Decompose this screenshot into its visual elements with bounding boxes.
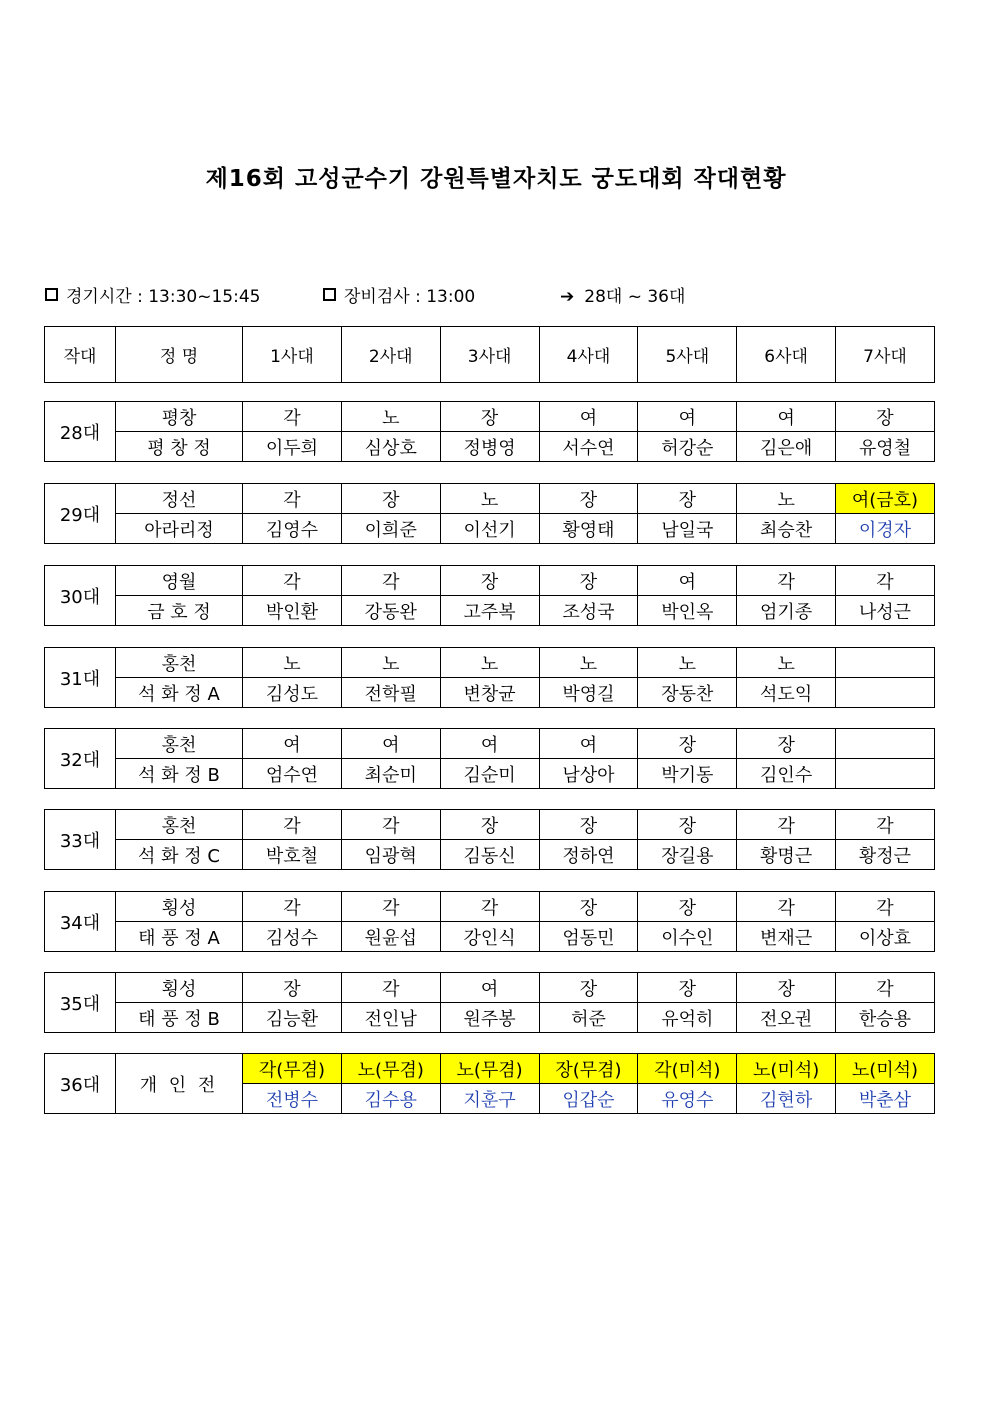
team-table — [44, 728, 935, 789]
player-cell: 최순미 — [341, 759, 440, 789]
grade-cell: 노 — [341, 402, 440, 432]
grade-cell: 각 — [243, 484, 342, 514]
team-region: 홍천 — [116, 729, 243, 759]
grade-cell: 장 — [440, 810, 539, 840]
grade-row — [45, 892, 935, 922]
header-cell: 3사대 — [440, 327, 539, 383]
player-cell: 박인환 — [243, 596, 342, 626]
grade-row — [45, 729, 935, 759]
player-row — [45, 759, 935, 789]
player-cell: 나성근 — [836, 596, 935, 626]
header-cell: 정 명 — [116, 327, 243, 383]
player-cell: 이선기 — [440, 514, 539, 544]
grade-cell: 장 — [737, 973, 836, 1003]
grade-cell: 각 — [243, 566, 342, 596]
player-cell: 황명근 — [737, 840, 836, 870]
player-row — [45, 432, 935, 462]
player-row — [45, 514, 935, 544]
team-name: 개 인 전 — [116, 1054, 243, 1114]
grade-cell: 장 — [539, 810, 638, 840]
team-number: 31대 — [45, 648, 116, 708]
team-table — [44, 972, 935, 1033]
grade-cell — [836, 729, 935, 759]
grade-cell: 각 — [737, 892, 836, 922]
header-cell: 4사대 — [539, 327, 638, 383]
team-table — [44, 565, 935, 626]
header-cell: 6사대 — [737, 327, 836, 383]
grade-cell: 장 — [440, 402, 539, 432]
header-cell: 1사대 — [243, 327, 342, 383]
player-cell: 이경자 — [836, 514, 935, 544]
player-cell: 김수용 — [341, 1084, 440, 1114]
player-cell: 고주복 — [440, 596, 539, 626]
grade-cell: 노 — [440, 648, 539, 678]
player-cell: 임광혁 — [341, 840, 440, 870]
team-name: 석 화 정 C — [116, 840, 243, 870]
team-table — [44, 809, 935, 870]
header-row — [45, 327, 935, 383]
player-cell: 김능환 — [243, 1003, 342, 1033]
grade-cell: 노 — [539, 648, 638, 678]
player-cell: 전오권 — [737, 1003, 836, 1033]
team-name: 석 화 정 A — [116, 678, 243, 708]
player-cell: 변창균 — [440, 678, 539, 708]
grade-cell: 노(미석) — [737, 1054, 836, 1084]
grade-cell: 각(무겸) — [243, 1054, 342, 1084]
player-cell: 전인남 — [341, 1003, 440, 1033]
player-cell: 박춘삼 — [836, 1084, 935, 1114]
team-number: 33대 — [45, 810, 116, 870]
grade-cell: 장 — [638, 973, 737, 1003]
grade-cell: 여(금호) — [836, 484, 935, 514]
grade-cell: 장 — [638, 729, 737, 759]
team-number: 28대 — [45, 402, 116, 462]
header-cell: 작대 — [45, 327, 116, 383]
grade-cell: 각 — [836, 566, 935, 596]
player-cell: 심상호 — [341, 432, 440, 462]
team-region: 홍천 — [116, 648, 243, 678]
grade-cell: 각 — [341, 892, 440, 922]
grade-cell: 여 — [737, 402, 836, 432]
grade-cell: 여 — [638, 402, 737, 432]
team-name: 태 풍 정 A — [116, 922, 243, 952]
team-name: 아라리정 — [116, 514, 243, 544]
grade-cell: 각 — [341, 810, 440, 840]
grade-cell: 여 — [341, 729, 440, 759]
player-cell: 이상효 — [836, 922, 935, 952]
player-cell: 유영철 — [836, 432, 935, 462]
grade-cell: 여 — [243, 729, 342, 759]
player-cell: 허준 — [539, 1003, 638, 1033]
player-cell: 박기동 — [638, 759, 737, 789]
team-name: 금 호 정 — [116, 596, 243, 626]
player-cell: 원주봉 — [440, 1003, 539, 1033]
grade-cell: 노 — [341, 648, 440, 678]
grade-cell: 각 — [243, 892, 342, 922]
team-number: 35대 — [45, 973, 116, 1033]
time-info: 경기시간 : 13:30~15:45 — [45, 282, 260, 307]
grade-cell: 노 — [737, 484, 836, 514]
player-cell: 유영수 — [638, 1084, 737, 1114]
player-cell: 황영태 — [539, 514, 638, 544]
player-cell: 김현하 — [737, 1084, 836, 1114]
player-cell: 임갑순 — [539, 1084, 638, 1114]
grade-cell: 여 — [539, 402, 638, 432]
player-cell: 김은애 — [737, 432, 836, 462]
grade-row — [45, 484, 935, 514]
grade-row — [45, 810, 935, 840]
grade-cell: 노(미석) — [836, 1054, 935, 1084]
check-info: 장비검사 : 13:00 — [323, 282, 475, 307]
grade-cell: 장 — [539, 484, 638, 514]
player-row — [45, 596, 935, 626]
grade-row — [45, 566, 935, 596]
player-cell: 전병수 — [243, 1084, 342, 1114]
grade-cell: 노 — [638, 648, 737, 678]
grade-cell: 여 — [539, 729, 638, 759]
grade-cell: 각 — [836, 810, 935, 840]
team-table — [44, 647, 935, 708]
range-info: ➔ 28대 ~ 36대 — [560, 287, 686, 307]
grade-row — [45, 1054, 935, 1084]
grade-cell: 장 — [836, 402, 935, 432]
checkbox-icon — [45, 288, 58, 301]
header-table — [44, 326, 935, 383]
grade-row — [45, 973, 935, 1003]
player-cell: 김성도 — [243, 678, 342, 708]
grade-cell: 노(무겸) — [341, 1054, 440, 1084]
grade-cell: 노 — [243, 648, 342, 678]
player-cell: 유억히 — [638, 1003, 737, 1033]
team-name: 평 창 정 — [116, 432, 243, 462]
grade-cell: 노(무겸) — [440, 1054, 539, 1084]
player-cell: 변재근 — [737, 922, 836, 952]
grade-cell: 장 — [539, 973, 638, 1003]
player-row — [45, 840, 935, 870]
player-cell: 김영수 — [243, 514, 342, 544]
grade-cell: 장 — [638, 484, 737, 514]
player-cell: 지훈구 — [440, 1084, 539, 1114]
player-cell: 김순미 — [440, 759, 539, 789]
player-cell: 박호철 — [243, 840, 342, 870]
player-cell: 엄기종 — [737, 596, 836, 626]
player-cell: 원윤섭 — [341, 922, 440, 952]
player-cell: 정하연 — [539, 840, 638, 870]
grade-cell: 장 — [440, 566, 539, 596]
grade-cell: 각 — [836, 973, 935, 1003]
player-cell — [836, 759, 935, 789]
team-table — [44, 401, 935, 462]
team-region: 홍천 — [116, 810, 243, 840]
player-cell: 김성수 — [243, 922, 342, 952]
grade-cell — [836, 648, 935, 678]
player-cell: 전학필 — [341, 678, 440, 708]
player-cell: 최승찬 — [737, 514, 836, 544]
player-cell: 이수인 — [638, 922, 737, 952]
player-row — [45, 678, 935, 708]
team-region: 영월 — [116, 566, 243, 596]
player-cell: 장동찬 — [638, 678, 737, 708]
grade-row — [45, 402, 935, 432]
team-region: 횡성 — [116, 892, 243, 922]
player-cell: 강동완 — [341, 596, 440, 626]
team-table — [44, 891, 935, 952]
grade-cell: 장 — [539, 892, 638, 922]
grade-cell: 장 — [638, 810, 737, 840]
grade-cell: 장 — [638, 892, 737, 922]
team-number: 36대 — [45, 1054, 116, 1114]
grade-cell: 장 — [243, 973, 342, 1003]
team-region: 평창 — [116, 402, 243, 432]
checkbox-icon — [323, 288, 336, 301]
team-region: 횡성 — [116, 973, 243, 1003]
player-cell: 장길용 — [638, 840, 737, 870]
grade-cell: 노 — [737, 648, 836, 678]
grade-cell: 여 — [440, 729, 539, 759]
header-cell: 5사대 — [638, 327, 737, 383]
header-cell: 7사대 — [836, 327, 935, 383]
player-cell: 남일국 — [638, 514, 737, 544]
player-cell: 허강순 — [638, 432, 737, 462]
grade-cell: 장 — [341, 484, 440, 514]
grade-cell: 각 — [341, 973, 440, 1003]
header-cell: 2사대 — [341, 327, 440, 383]
player-cell: 엄수연 — [243, 759, 342, 789]
grade-cell: 각 — [737, 566, 836, 596]
player-cell: 남상아 — [539, 759, 638, 789]
team-number: 34대 — [45, 892, 116, 952]
player-cell: 이희준 — [341, 514, 440, 544]
grade-cell: 여 — [638, 566, 737, 596]
page-title: 제16회 고성군수기 강원특별자치도 궁도대회 작대현황 — [205, 166, 787, 192]
grade-cell: 각 — [737, 810, 836, 840]
grade-cell: 장 — [737, 729, 836, 759]
grade-cell: 각(미석) — [638, 1054, 737, 1084]
team-name: 석 화 정 B — [116, 759, 243, 789]
grade-cell: 각 — [243, 810, 342, 840]
grade-cell: 장(무겸) — [539, 1054, 638, 1084]
player-cell: 조성국 — [539, 596, 638, 626]
team-number: 32대 — [45, 729, 116, 789]
player-row — [45, 922, 935, 952]
grade-cell: 각 — [243, 402, 342, 432]
team-name: 태 풍 정 B — [116, 1003, 243, 1033]
team-number: 29대 — [45, 484, 116, 544]
player-cell: 엄동민 — [539, 922, 638, 952]
grade-cell: 각 — [440, 892, 539, 922]
team-table — [44, 483, 935, 544]
grade-cell: 여 — [440, 973, 539, 1003]
player-cell: 이두희 — [243, 432, 342, 462]
player-cell: 박인옥 — [638, 596, 737, 626]
grade-cell: 노 — [440, 484, 539, 514]
grade-row — [45, 648, 935, 678]
team-number: 30대 — [45, 566, 116, 626]
player-cell: 정병영 — [440, 432, 539, 462]
player-cell: 박영길 — [539, 678, 638, 708]
player-cell: 김인수 — [737, 759, 836, 789]
player-cell: 황정근 — [836, 840, 935, 870]
player-cell: 서수연 — [539, 432, 638, 462]
grade-cell: 각 — [341, 566, 440, 596]
player-cell: 김동신 — [440, 840, 539, 870]
grade-cell: 각 — [836, 892, 935, 922]
grade-cell: 장 — [539, 566, 638, 596]
player-cell: 강인식 — [440, 922, 539, 952]
individual-table — [44, 1053, 935, 1114]
player-cell: 석도익 — [737, 678, 836, 708]
player-cell — [836, 678, 935, 708]
player-row — [45, 1003, 935, 1033]
team-region: 정선 — [116, 484, 243, 514]
arrow-right-icon: ➔ — [560, 287, 575, 307]
player-cell: 한승용 — [836, 1003, 935, 1033]
